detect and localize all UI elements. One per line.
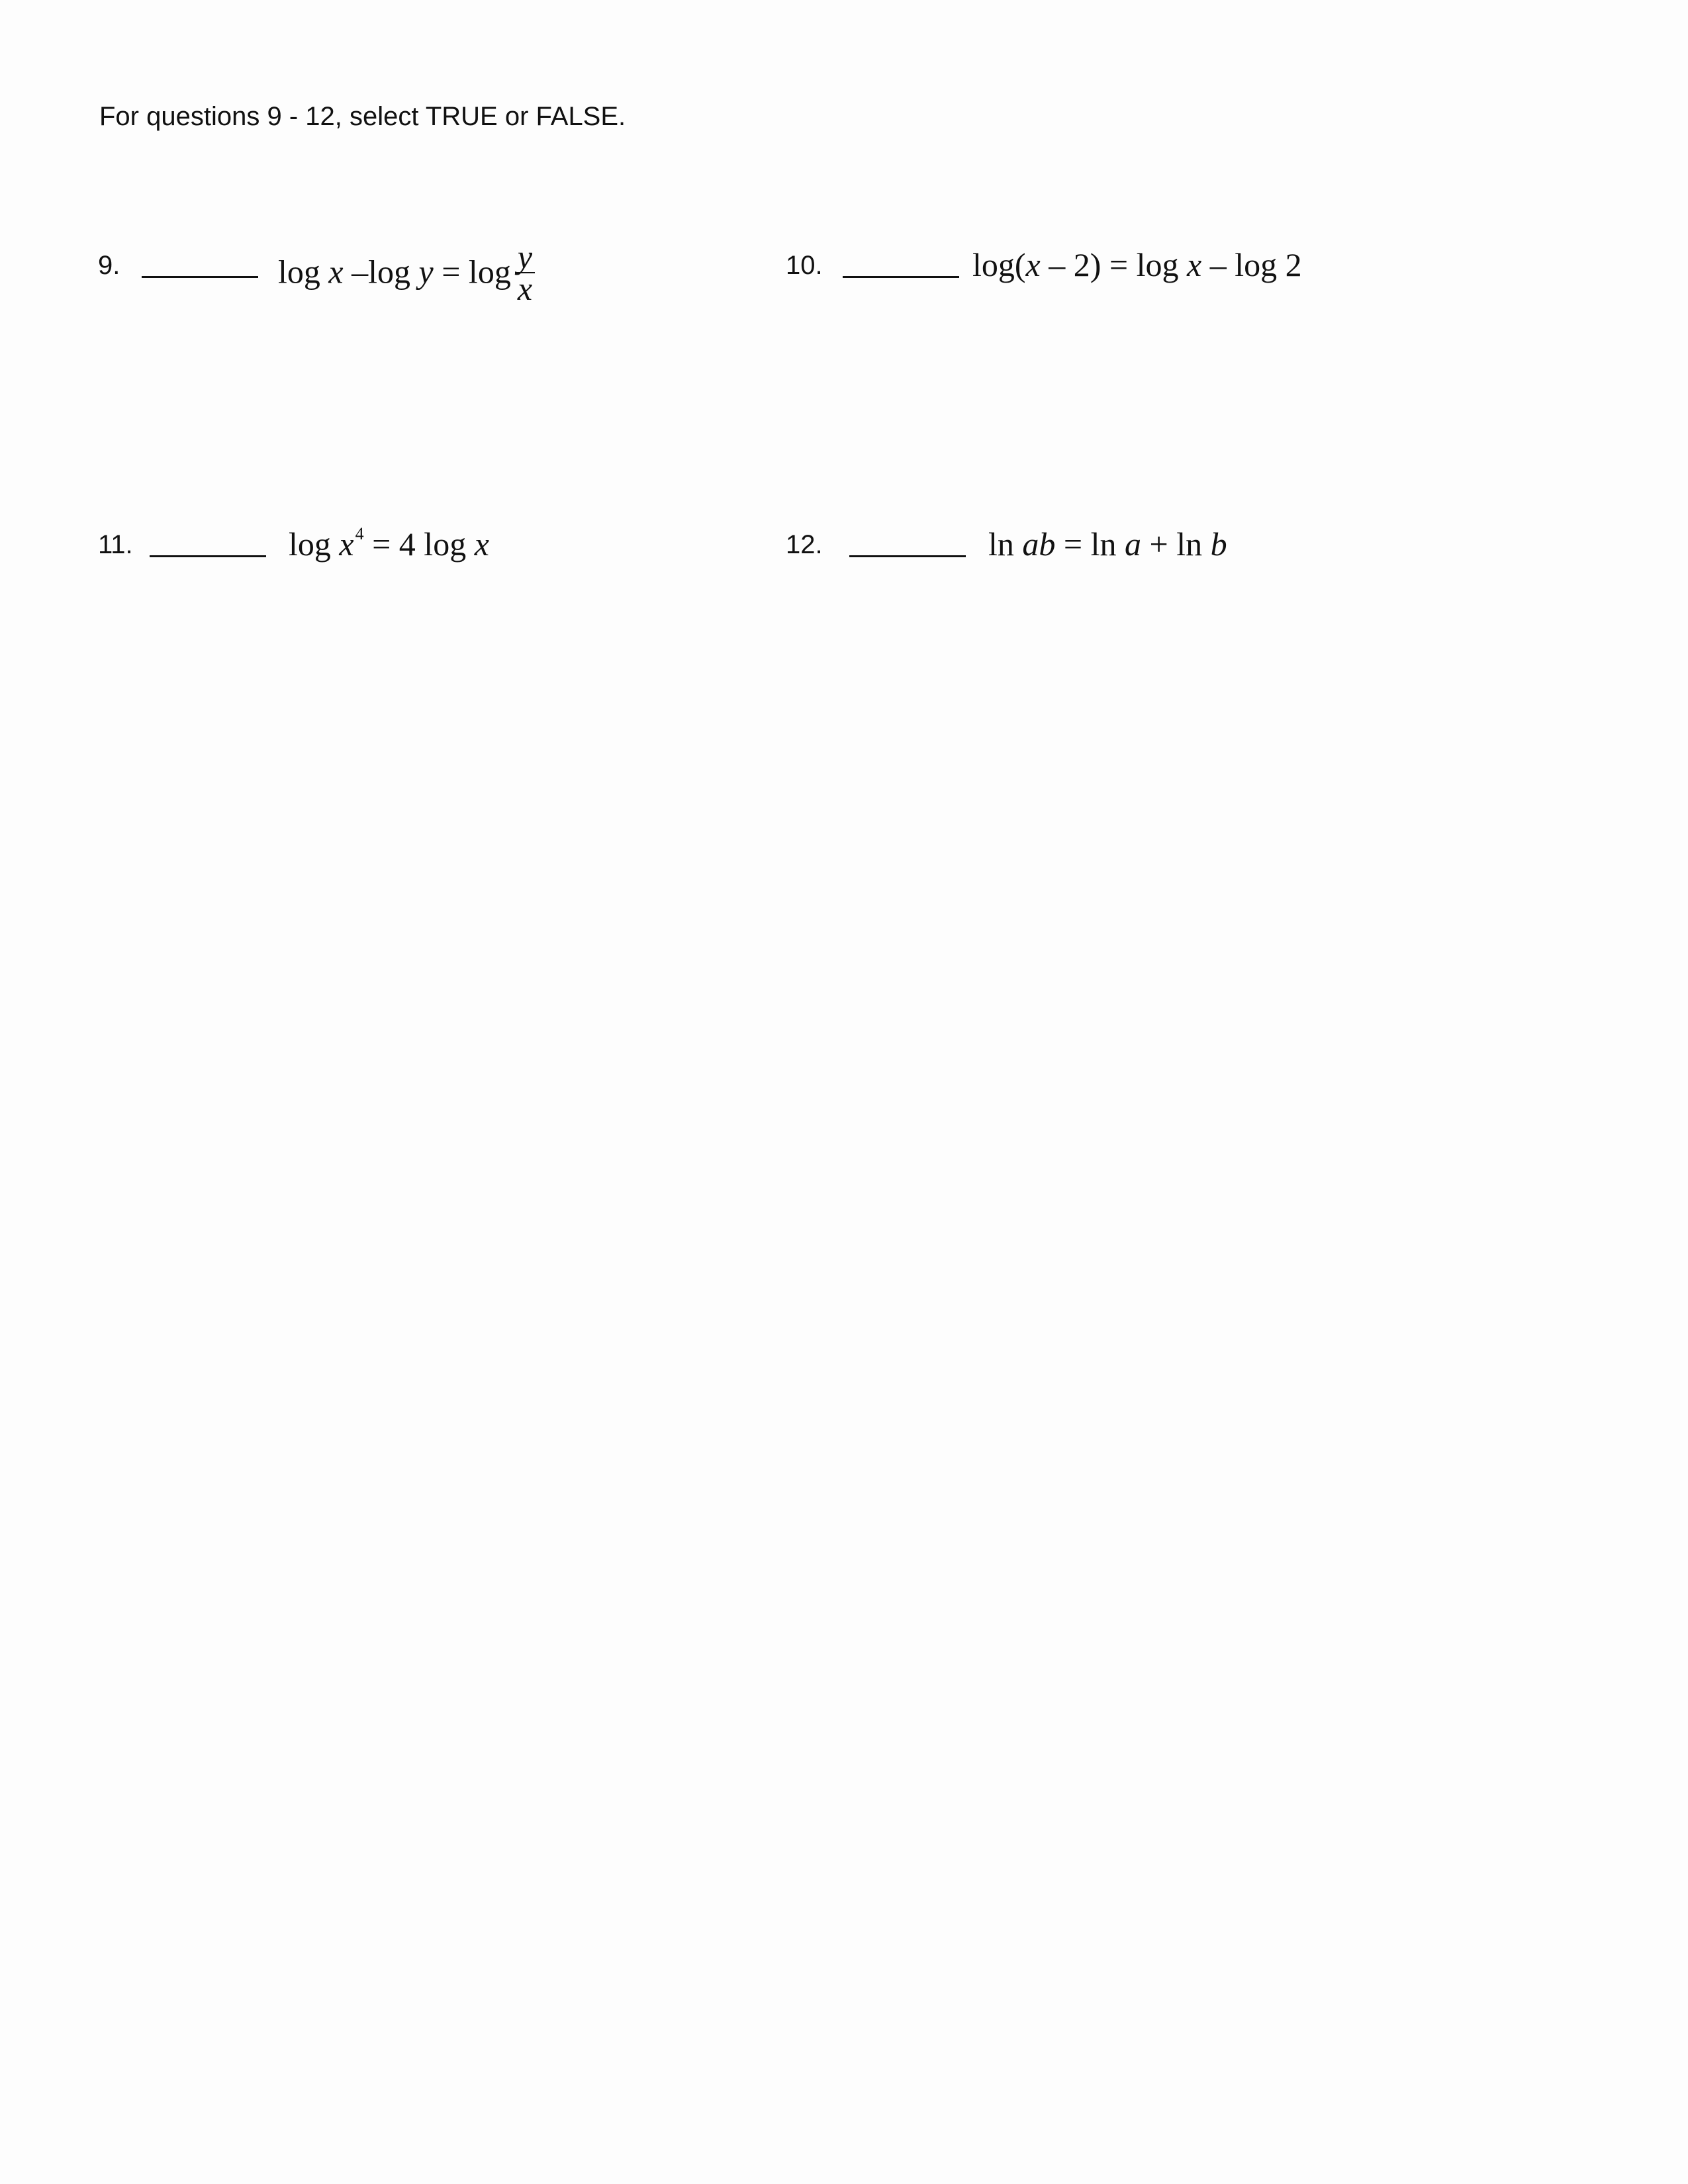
question-number: 12. — [786, 530, 823, 559]
equation: ln ab = ln a + ln b — [988, 525, 1227, 563]
question-9 — [98, 238, 694, 341]
question-number: 9. — [98, 251, 120, 280]
equation: log(x – 2) = log x – log 2 — [972, 246, 1302, 283]
question-10 — [786, 248, 1448, 341]
answer-blank[interactable] — [843, 276, 959, 278]
instructions-text: For questions 9 - 12, select TRUE or FALSE. — [99, 102, 626, 131]
answer-blank[interactable] — [849, 555, 966, 557]
equation: log x –log y = log $\frac{y}{x}$ — [278, 244, 535, 306]
question-12 — [786, 527, 1448, 620]
equation: $\log x^4 = 4$ log x — [289, 524, 489, 563]
question-number: 10. — [786, 251, 823, 280]
answer-blank[interactable] — [150, 555, 266, 557]
fraction: $\frac{y}{x}$ — [515, 242, 535, 304]
question-number: 11. — [98, 530, 133, 559]
answer-blank[interactable] — [142, 276, 258, 278]
question-11 — [98, 524, 694, 620]
